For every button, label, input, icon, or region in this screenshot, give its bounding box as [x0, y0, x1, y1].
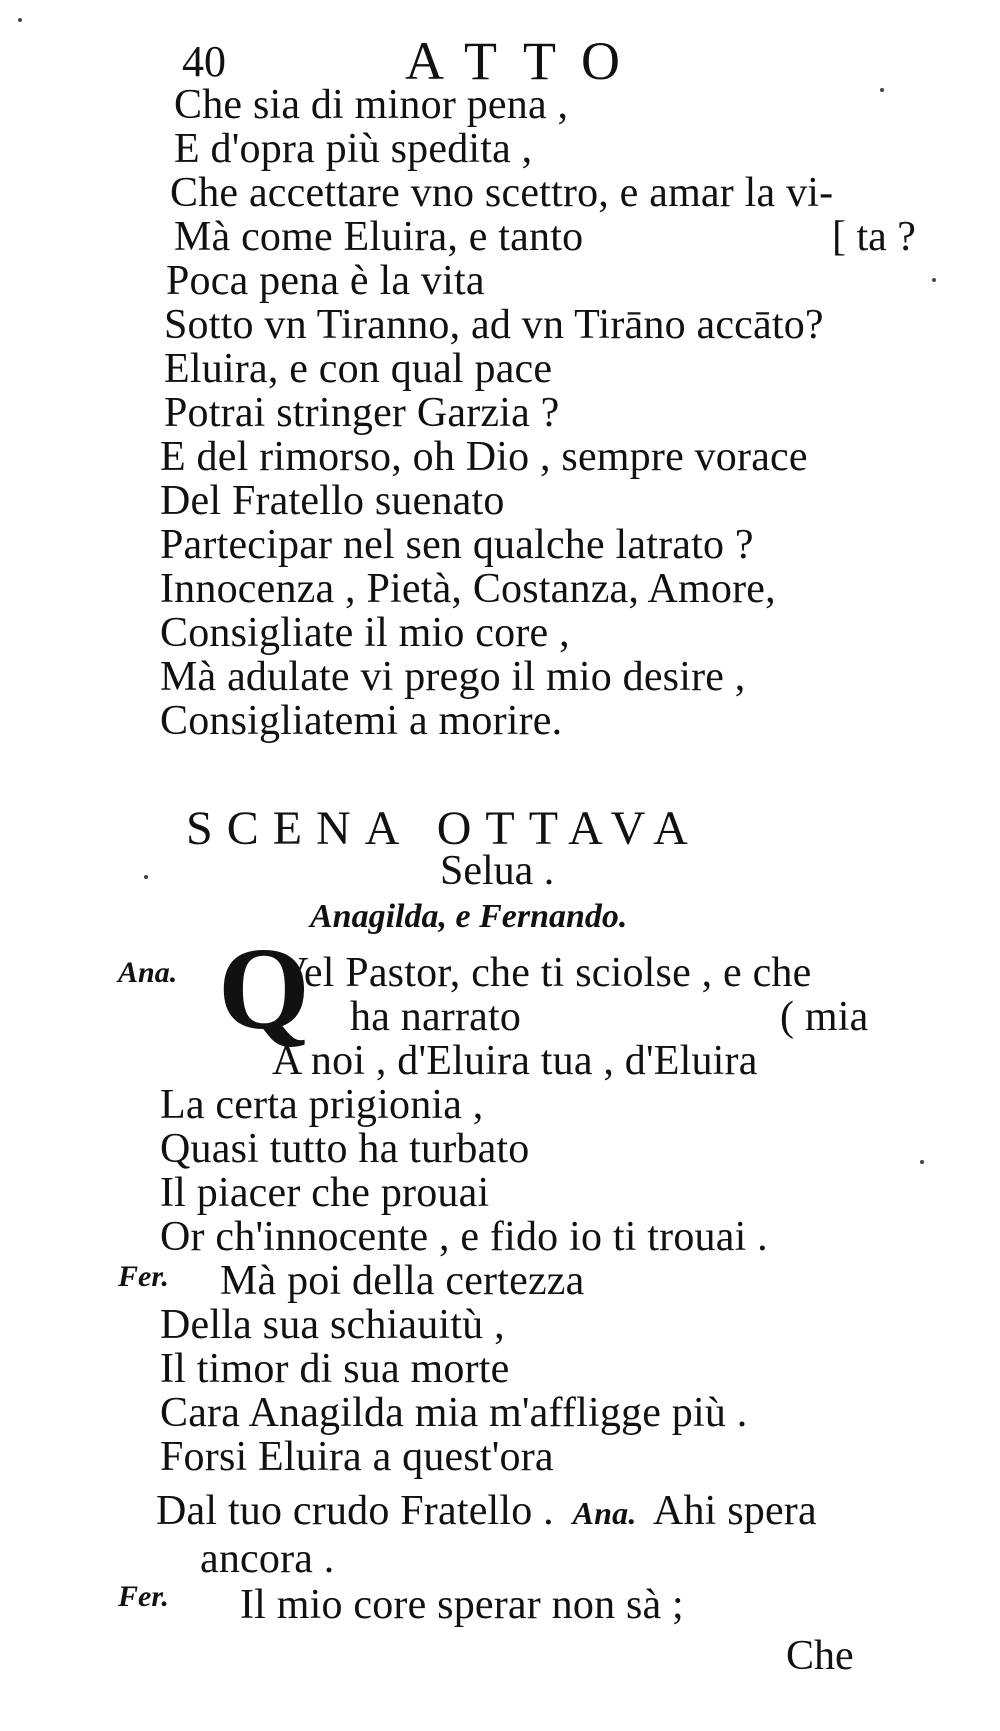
verse-line: Partecipar nel sen qualche latrato ?: [160, 522, 754, 568]
verse-line: E del rimorso, oh Dio , sempre vorace: [160, 434, 808, 480]
dialogue-line: Il mio core sperar non sà ;: [240, 1582, 684, 1628]
dialogue-line: Mà poi della certezza: [220, 1258, 585, 1304]
dialogue-fragment: Ahi spera: [652, 1488, 817, 1534]
verse-line: Eluira, e con qual pace: [164, 346, 553, 392]
print-speck: [144, 875, 148, 879]
dialogue-line: Il timor di sua morte: [160, 1346, 510, 1392]
print-speck: [18, 18, 22, 22]
dialogue-line: Quasi tutto ha turbato: [160, 1126, 530, 1172]
verse-line: Mà adulate vi prego il mio desire ,: [160, 654, 746, 700]
dialogue-line: Cara Anagilda mia m'affligge più .: [160, 1390, 748, 1436]
verse-line: Mà come Eluira, e tanto: [174, 214, 584, 260]
scene-setting: Selua .: [440, 848, 555, 894]
print-speck: [932, 278, 936, 282]
speaker-label: Fer.: [118, 1580, 169, 1613]
dialogue-line: A noi , d'Eluira tua , d'Eluira: [272, 1038, 758, 1084]
verse-line: Poca pena è la vita: [166, 258, 485, 304]
dialogue-line: [156, 1490, 817, 1532]
speaker-label: Fer.: [118, 1260, 169, 1293]
page-number: 40: [182, 37, 226, 86]
verse-line: E d'opra più spedita ,: [174, 126, 533, 172]
bracketed-continuation: [ ta ?: [832, 214, 916, 260]
inline-speaker-label: Ana.: [572, 1495, 637, 1531]
speaker-label: Ana.: [118, 956, 178, 989]
verse-line: Innocenza , Pietà, Costanza, Amore,: [160, 566, 776, 612]
dialogue-line: Vel Pastor, che ti sciolse , e che: [278, 950, 812, 996]
dialogue-line: ancora .: [200, 1536, 335, 1582]
verse-line: Che accettare vno scettro, e amar la vi-: [170, 170, 834, 216]
scene-title: SCENA OTTAVA: [186, 802, 702, 855]
dialogue-line: Della sua schiauitù ,: [160, 1302, 505, 1348]
print-speck: [880, 88, 884, 92]
scene-characters: Anagilda, e Fernando.: [310, 898, 628, 935]
dialogue-line: Il piacer che prouai: [160, 1170, 490, 1216]
dialogue-line: ha narrato: [350, 994, 522, 1040]
verse-line: Consigliate il mio core ,: [160, 610, 570, 656]
catchword: Che: [786, 1633, 854, 1679]
verse-line: Che sia di minor pena ,: [174, 82, 569, 128]
dialogue-line: La certa prigionia ,: [160, 1082, 484, 1128]
verse-line: Consigliatemi a morire.: [160, 698, 563, 744]
drop-cap: Q: [218, 923, 310, 1054]
verse-line: Potrai stringer Garzia ?: [164, 390, 560, 436]
running-title: ATTO: [405, 31, 647, 91]
print-speck: [920, 1160, 924, 1164]
dialogue-line: Or ch'innocente , e fido io ti trouai .: [160, 1214, 768, 1260]
bracketed-continuation: ( mia: [780, 994, 869, 1040]
verse-line: Sotto vn Tiranno, ad vn Tirāno accāto?: [164, 302, 824, 348]
dialogue-fragment: Dal tuo crudo Fratello .: [156, 1488, 554, 1534]
verse-line: Del Fratello suenato: [160, 478, 505, 524]
dialogue-line: Forsi Eluira a quest'ora: [160, 1434, 554, 1480]
